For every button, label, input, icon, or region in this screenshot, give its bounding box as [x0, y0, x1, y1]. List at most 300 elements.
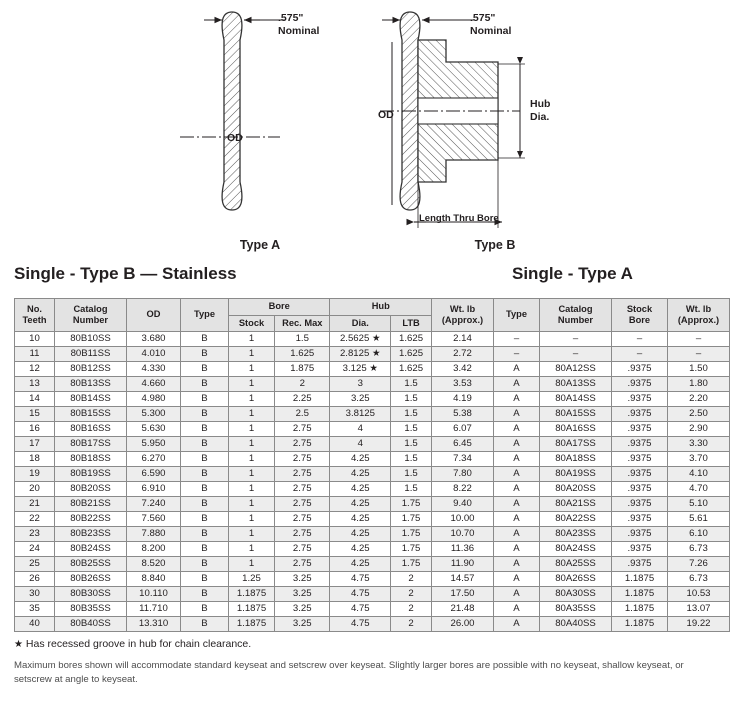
table-cell: 80B23SS	[55, 527, 127, 542]
table-cell: A	[494, 377, 540, 392]
heading-type-a: Single - Type A	[512, 264, 633, 283]
th-bore-rec-max: Rec. Max	[275, 315, 330, 332]
table-cell: 1.75	[391, 542, 432, 557]
table-cell: 1.50	[668, 362, 730, 377]
table-cell: 10	[15, 332, 55, 347]
table-cell: 2.8125 ★	[330, 347, 391, 362]
table-cell: 2.72	[432, 347, 494, 362]
table-cell: 4.25	[330, 497, 391, 512]
table-cell: 1.75	[391, 512, 432, 527]
table-cell: 2.75	[275, 512, 330, 527]
table-cell: 10.53	[668, 586, 730, 601]
table-cell: 5.38	[432, 407, 494, 422]
table-cell: –	[668, 347, 730, 362]
table-cell: .9375	[612, 422, 668, 437]
table-cell: 1	[229, 542, 275, 557]
table-cell: 1.1875	[229, 601, 275, 616]
table-row	[15, 362, 730, 377]
table-cell: .9375	[612, 377, 668, 392]
table-cell: 2.75	[275, 467, 330, 482]
table-cell: 1.5	[391, 407, 432, 422]
th-weight-b: Wt. lb (Approx.)	[432, 299, 494, 332]
table-cell: 80B10SS	[55, 332, 127, 347]
table-cell: B	[181, 392, 229, 407]
table-cell: A	[494, 482, 540, 497]
table-cell: 80B20SS	[55, 482, 127, 497]
table-cell: A	[494, 497, 540, 512]
th-catalog-number-a: Catalog Number	[540, 299, 612, 332]
th-hub-group: Hub	[330, 299, 432, 316]
table-head	[15, 299, 730, 332]
type-b-drawing	[370, 0, 620, 262]
table-cell: 1	[229, 556, 275, 571]
table-cell: 1.1875	[612, 601, 668, 616]
table-cell: 1.1875	[612, 586, 668, 601]
table-cell: 2	[391, 601, 432, 616]
table-cell: A	[494, 586, 540, 601]
table-cell: 30	[15, 586, 55, 601]
th-type-b: Type	[181, 299, 229, 332]
hub-label-line2: Dia.	[530, 111, 550, 124]
table-cell: 1.625	[275, 347, 330, 362]
table-cell: 2	[391, 616, 432, 631]
table-cell: 4.25	[330, 527, 391, 542]
table-cell: 2.75	[275, 452, 330, 467]
table-cell: 1.1875	[229, 586, 275, 601]
table-cell: 14	[15, 392, 55, 407]
table-row	[15, 497, 730, 512]
table-cell: B	[181, 571, 229, 586]
table-cell: 13	[15, 377, 55, 392]
heading-type-b-stainless: Single - Type B — Stainless	[14, 264, 237, 283]
table-row	[15, 332, 730, 347]
table-cell: A	[494, 556, 540, 571]
table-cell: B	[181, 542, 229, 557]
table-cell: 4.25	[330, 467, 391, 482]
table-cell: 2.90	[668, 422, 730, 437]
table-cell: 21.48	[432, 601, 494, 616]
table-cell: 2.50	[668, 407, 730, 422]
table-cell: –	[494, 347, 540, 362]
table-row	[15, 347, 730, 362]
th-no-teeth: No. Teeth	[15, 299, 55, 332]
type-a-nominal-label: Nominal	[278, 25, 320, 38]
type-a-caption: Type A	[239, 238, 281, 252]
table-cell: 1.5	[391, 482, 432, 497]
table-cell: 80A19SS	[540, 467, 612, 482]
table-cell: 4.75	[330, 571, 391, 586]
table-cell: 8.22	[432, 482, 494, 497]
table-cell: 1	[229, 482, 275, 497]
table-cell: 1.5	[391, 377, 432, 392]
table-cell: 1.75	[391, 527, 432, 542]
table-cell: 80B30SS	[55, 586, 127, 601]
table-cell: 7.240	[127, 497, 181, 512]
table-cell: 80A25SS	[540, 556, 612, 571]
diagram-section	[0, 0, 744, 262]
table-cell: 1.5	[275, 332, 330, 347]
table-cell: 80B15SS	[55, 407, 127, 422]
table-cell: B	[181, 422, 229, 437]
table-cell: 4.330	[127, 362, 181, 377]
table-cell: 7.560	[127, 512, 181, 527]
table-cell: 5.10	[668, 497, 730, 512]
table-cell: 1.80	[668, 377, 730, 392]
table-cell: 80A26SS	[540, 571, 612, 586]
table-cell: 1.1875	[229, 616, 275, 631]
table-cell: 3.42	[432, 362, 494, 377]
table-cell: –	[540, 347, 612, 362]
table-cell: –	[612, 332, 668, 347]
table-cell: B	[181, 512, 229, 527]
table-cell: 80A15SS	[540, 407, 612, 422]
table-row	[15, 527, 730, 542]
table-cell: 1	[229, 377, 275, 392]
type-b-caption: Type B	[474, 238, 516, 252]
table-cell: 5.630	[127, 422, 181, 437]
table-cell: A	[494, 452, 540, 467]
table-row	[15, 556, 730, 571]
sprocket-spec-table	[14, 298, 730, 632]
table-cell: 80B26SS	[55, 571, 127, 586]
table-row	[15, 512, 730, 527]
table-cell: 1.1875	[612, 616, 668, 631]
table-cell: 40	[15, 616, 55, 631]
table-cell: B	[181, 497, 229, 512]
table-cell: B	[181, 527, 229, 542]
table-cell: A	[494, 392, 540, 407]
type-b-nominal-label: Nominal	[470, 25, 512, 38]
table-cell: .9375	[612, 556, 668, 571]
table-cell: 80B19SS	[55, 467, 127, 482]
table-cell: B	[181, 407, 229, 422]
table-cell: 1	[229, 392, 275, 407]
table-cell: 1.25	[229, 571, 275, 586]
table-cell: 80A21SS	[540, 497, 612, 512]
table-cell: 1	[229, 497, 275, 512]
table-row	[15, 392, 730, 407]
table-cell: 2.20	[668, 392, 730, 407]
table-cell: 4.980	[127, 392, 181, 407]
table-cell: A	[494, 571, 540, 586]
table-cell: 6.590	[127, 467, 181, 482]
table-cell: 80A20SS	[540, 482, 612, 497]
table-cell: 13.07	[668, 601, 730, 616]
th-weight-a: Wt. lb (Approx.)	[668, 299, 730, 332]
table-cell: 1.625	[391, 347, 432, 362]
table-row	[15, 601, 730, 616]
table-cell: B	[181, 377, 229, 392]
table-cell: 1	[229, 407, 275, 422]
table-cell: 1.5	[391, 392, 432, 407]
table-cell: 6.910	[127, 482, 181, 497]
table-cell: 23	[15, 527, 55, 542]
table-cell: 1	[229, 527, 275, 542]
table-cell: 80B40SS	[55, 616, 127, 631]
table-row	[15, 407, 730, 422]
table-cell: 4.25	[330, 556, 391, 571]
table-cell: 80A17SS	[540, 437, 612, 452]
table-cell: 80A14SS	[540, 392, 612, 407]
table-cell: .9375	[612, 467, 668, 482]
table-cell: 1	[229, 347, 275, 362]
th-bore-stock: Stock	[229, 315, 275, 332]
table-cell: 80A12SS	[540, 362, 612, 377]
table-cell: 80B21SS	[55, 497, 127, 512]
table-cell: 8.840	[127, 571, 181, 586]
table-cell: 4	[330, 422, 391, 437]
table-cell: 24	[15, 542, 55, 557]
table-cell: 21	[15, 497, 55, 512]
table-cell: 1	[229, 332, 275, 347]
type-b-hub-dia-label	[530, 98, 550, 124]
table-cell: 2.75	[275, 542, 330, 557]
table-row	[15, 422, 730, 437]
table-cell: 1	[229, 422, 275, 437]
table-row	[15, 586, 730, 601]
footnote-star-text: Has recessed groove in hub for chain clearance.	[25, 637, 252, 650]
table-cell: 80B22SS	[55, 512, 127, 527]
table-cell: 2.75	[275, 422, 330, 437]
table-cell: 80A18SS	[540, 452, 612, 467]
table-cell: 2	[391, 586, 432, 601]
table-cell: 80A16SS	[540, 422, 612, 437]
table-row	[15, 452, 730, 467]
table-cell: B	[181, 601, 229, 616]
table-cell: B	[181, 362, 229, 377]
table-cell: 3.25	[330, 392, 391, 407]
table-cell: 2	[391, 571, 432, 586]
table-cell: 4.70	[668, 482, 730, 497]
table-cell: 19.22	[668, 616, 730, 631]
table-cell: 2.75	[275, 482, 330, 497]
hub-label-line1: Hub	[530, 98, 551, 110]
table-cell: 15	[15, 407, 55, 422]
table-cell: 2.75	[275, 497, 330, 512]
table-cell: 1.75	[391, 497, 432, 512]
table-cell: .9375	[612, 497, 668, 512]
table-cell: 11.36	[432, 542, 494, 557]
table-cell: B	[181, 437, 229, 452]
table-cell: B	[181, 586, 229, 601]
table-cell: 3	[330, 377, 391, 392]
table-cell: 13.310	[127, 616, 181, 631]
table-cell: B	[181, 556, 229, 571]
table-cell: 2	[275, 377, 330, 392]
table-cell: 8.200	[127, 542, 181, 557]
table-cell: 3.125 ★	[330, 362, 391, 377]
table-cell: A	[494, 542, 540, 557]
table-cell: 80B17SS	[55, 437, 127, 452]
table-cell: 80A13SS	[540, 377, 612, 392]
table-cell: 3.30	[668, 437, 730, 452]
table-row	[15, 437, 730, 452]
th-bore-group: Bore	[229, 299, 330, 316]
table-cell: 2.25	[275, 392, 330, 407]
table-cell: .9375	[612, 512, 668, 527]
table-cell: 1	[229, 437, 275, 452]
table-cell: 7.80	[432, 467, 494, 482]
table-cell: 80B18SS	[55, 452, 127, 467]
type-b-ltb-label: Length Thru Bore	[419, 213, 499, 224]
svg-text:OD: OD	[227, 132, 243, 144]
table-cell: 35	[15, 601, 55, 616]
table-cell: 80A22SS	[540, 512, 612, 527]
table-cell: .9375	[612, 482, 668, 497]
table-cell: 10.70	[432, 527, 494, 542]
table-cell: .9375	[612, 542, 668, 557]
table-cell: 11.90	[432, 556, 494, 571]
table-cell: .9375	[612, 362, 668, 377]
table-cell: A	[494, 407, 540, 422]
table-cell: 3.25	[275, 601, 330, 616]
table-cell: B	[181, 616, 229, 631]
table-cell: 1	[229, 467, 275, 482]
table-cell: 2.75	[275, 437, 330, 452]
table-cell: –	[668, 332, 730, 347]
table-row	[15, 482, 730, 497]
footnote-max-bores: Maximum bores shown will accommodate standard keyseat and setscrew over keyseat. Slightly larger bores are possible with no keyseat, shallow keyseat, or setscrew at angle to keyseat.	[14, 659, 684, 685]
table-cell: 10.00	[432, 512, 494, 527]
table-cell: B	[181, 482, 229, 497]
table-cell: B	[181, 332, 229, 347]
table-cell: 19	[15, 467, 55, 482]
footnotes	[0, 632, 744, 687]
type-b-thickness-callout	[470, 12, 511, 38]
table-cell: 80B11SS	[55, 347, 127, 362]
table-cell: 4.010	[127, 347, 181, 362]
table-cell: 4.25	[330, 512, 391, 527]
table-cell: 4.75	[330, 586, 391, 601]
table-cell: 6.73	[668, 542, 730, 557]
table-body	[15, 332, 730, 632]
table-cell: 4.25	[330, 482, 391, 497]
table-cell: A	[494, 362, 540, 377]
table-cell: 25	[15, 556, 55, 571]
table-cell: –	[612, 347, 668, 362]
table-cell: 1.5	[391, 452, 432, 467]
svg-text:OD: OD	[378, 109, 394, 121]
table-cell: 11.710	[127, 601, 181, 616]
table-cell: 3.8125	[330, 407, 391, 422]
table-cell: 1.5	[391, 422, 432, 437]
table-cell: 2.14	[432, 332, 494, 347]
table-cell: 1.875	[275, 362, 330, 377]
table-cell: .9375	[612, 527, 668, 542]
table-cell: 80B14SS	[55, 392, 127, 407]
th-type-a: Type	[494, 299, 540, 332]
th-catalog-number-b: Catalog Number	[55, 299, 127, 332]
table-cell: A	[494, 512, 540, 527]
table-cell: 7.34	[432, 452, 494, 467]
table-cell: 3.25	[275, 571, 330, 586]
table-cell: 6.270	[127, 452, 181, 467]
table-cell: A	[494, 467, 540, 482]
type-a-thickness-value: .575"	[278, 12, 304, 24]
table-cell: .9375	[612, 437, 668, 452]
table-cell: 4.75	[330, 601, 391, 616]
table-cell: A	[494, 616, 540, 631]
table-cell: 3.680	[127, 332, 181, 347]
table-cell: 1.625	[391, 332, 432, 347]
table-cell: 3.53	[432, 377, 494, 392]
table-cell: 12	[15, 362, 55, 377]
table-cell: 4.75	[330, 616, 391, 631]
table-cell: 4.19	[432, 392, 494, 407]
table-cell: A	[494, 437, 540, 452]
table-cell: A	[494, 422, 540, 437]
section-headings	[0, 264, 744, 298]
table-row	[15, 571, 730, 586]
table-cell: 80B25SS	[55, 556, 127, 571]
th-stock-bore-a: Stock Bore	[612, 299, 668, 332]
table-cell: –	[494, 332, 540, 347]
table-row	[15, 616, 730, 631]
star-icon: ★	[14, 638, 23, 650]
type-a-thickness-callout	[278, 12, 319, 38]
th-od: OD	[127, 299, 181, 332]
table-cell: .9375	[612, 392, 668, 407]
type-a-drawing	[160, 0, 360, 262]
table-cell: 3.70	[668, 452, 730, 467]
table-cell: 1	[229, 512, 275, 527]
table-cell: 5.61	[668, 512, 730, 527]
table-cell: 80A24SS	[540, 542, 612, 557]
table-cell: A	[494, 601, 540, 616]
table-cell: 6.73	[668, 571, 730, 586]
spec-table-wrap	[0, 298, 744, 632]
table-cell: 1.625	[391, 362, 432, 377]
table-cell: 80B24SS	[55, 542, 127, 557]
table-cell: 7.880	[127, 527, 181, 542]
table-cell: 1.5	[391, 437, 432, 452]
table-cell: 6.07	[432, 422, 494, 437]
table-row	[15, 467, 730, 482]
table-row	[15, 377, 730, 392]
table-cell: 26.00	[432, 616, 494, 631]
table-cell: 5.300	[127, 407, 181, 422]
table-cell: 1	[229, 452, 275, 467]
table-cell: 2.5	[275, 407, 330, 422]
table-cell: 5.950	[127, 437, 181, 452]
table-cell: A	[494, 527, 540, 542]
table-cell: 1.5	[391, 467, 432, 482]
table-cell: 18	[15, 452, 55, 467]
table-cell: 14.57	[432, 571, 494, 586]
table-cell: 2.5625 ★	[330, 332, 391, 347]
table-cell: B	[181, 347, 229, 362]
table-cell: 1.1875	[612, 571, 668, 586]
table-cell: 3.25	[275, 586, 330, 601]
table-cell: 20	[15, 482, 55, 497]
table-cell: 80A23SS	[540, 527, 612, 542]
table-cell: 80A30SS	[540, 586, 612, 601]
table-cell: 4.660	[127, 377, 181, 392]
table-cell: 16	[15, 422, 55, 437]
table-cell: –	[540, 332, 612, 347]
table-cell: .9375	[612, 452, 668, 467]
table-cell: 6.10	[668, 527, 730, 542]
table-cell: 2.75	[275, 556, 330, 571]
table-cell: 4.25	[330, 452, 391, 467]
table-cell: 9.40	[432, 497, 494, 512]
table-cell: 22	[15, 512, 55, 527]
table-cell: 17.50	[432, 586, 494, 601]
table-cell: 4.10	[668, 467, 730, 482]
table-cell: 7.26	[668, 556, 730, 571]
table-cell: 80B13SS	[55, 377, 127, 392]
th-hub-ltb: LTB	[391, 315, 432, 332]
